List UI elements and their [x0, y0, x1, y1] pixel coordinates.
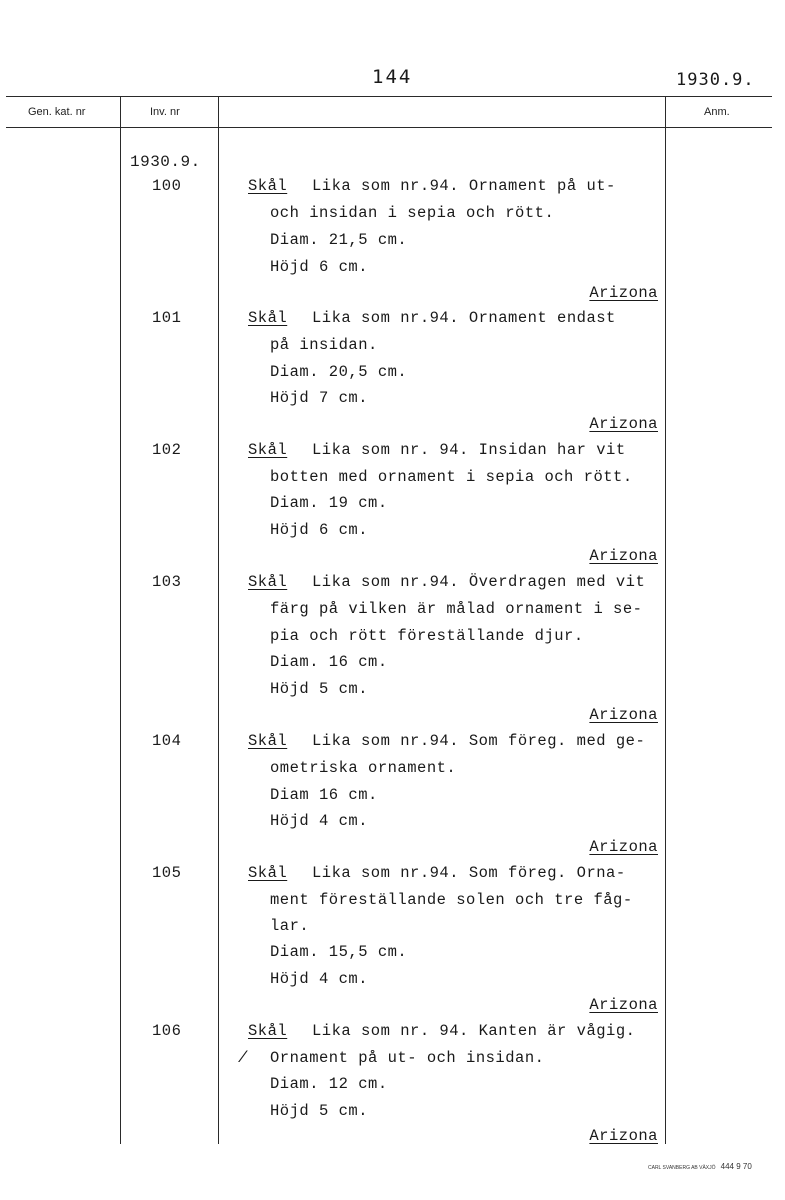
- entry-term: Skål: [248, 177, 288, 195]
- inv-number: 100: [152, 177, 182, 195]
- entry-line: Lika som nr. 94. Insidan har vit: [312, 441, 626, 459]
- entry-line: Diam. 21,5 cm.: [270, 231, 408, 249]
- inv-number: 105: [152, 864, 182, 882]
- entry-line: ment föreställande solen och tre fåg-: [270, 891, 633, 909]
- series-marker: 1930.9.: [130, 153, 201, 171]
- header-inv-nr: Inv. nr: [150, 106, 180, 118]
- entry-line: Ornament på ut- och insidan.: [270, 1049, 545, 1067]
- entry-origin: Arizona: [589, 547, 658, 565]
- margin-mark: /: [238, 1049, 248, 1067]
- inv-number: 102: [152, 441, 182, 459]
- entry-origin: Arizona: [589, 284, 658, 302]
- entry-term: Skål: [248, 732, 288, 750]
- entry-line: Lika som nr.94. Som föreg. Orna-: [312, 864, 626, 882]
- entry-term: Skål: [248, 441, 288, 459]
- entry-term: Skål: [248, 573, 288, 591]
- entry-line: botten med ornament i sepia och rött.: [270, 468, 633, 486]
- header-gen-kat-nr: Gen. kat. nr: [28, 106, 86, 118]
- entry-line: Höjd 5 cm.: [270, 1102, 369, 1120]
- inv-number: 103: [152, 573, 182, 591]
- entry-line: på insidan.: [270, 336, 378, 354]
- entry-line: Diam. 12 cm.: [270, 1075, 388, 1093]
- form-code: 444 9 70: [720, 1162, 752, 1171]
- divider-inv-desc: [218, 96, 219, 1144]
- entry-line: Diam. 20,5 cm.: [270, 363, 408, 381]
- entry-line: Höjd 5 cm.: [270, 680, 369, 698]
- entry-line: pia och rött föreställande djur.: [270, 627, 584, 645]
- entry-origin: Arizona: [589, 415, 658, 433]
- series-label: 1930.9.: [676, 70, 755, 90]
- entry-line: Höjd 6 cm.: [270, 521, 369, 539]
- entry-origin: Arizona: [589, 1127, 658, 1145]
- entry-line: Höjd 7 cm.: [270, 389, 369, 407]
- entry-line: Lika som nr. 94. Kanten är vågig.: [312, 1022, 636, 1040]
- entry-line: Höjd 4 cm.: [270, 812, 369, 830]
- entry-line: lar.: [270, 917, 310, 935]
- entry-line: Diam. 19 cm.: [270, 494, 388, 512]
- inv-number: 106: [152, 1022, 182, 1040]
- entry-line: och insidan i sepia och rött.: [270, 204, 555, 222]
- entry-line: Lika som nr.94. Ornament på ut-: [312, 177, 616, 195]
- entry-line: Diam. 15,5 cm.: [270, 943, 408, 961]
- entry-origin: Arizona: [589, 706, 658, 724]
- entry-term: Skål: [248, 309, 288, 327]
- entry-line: Diam 16 cm.: [270, 786, 378, 804]
- printer-mark: [648, 1162, 752, 1171]
- printer-name: CARL SVANBERG AB VÄXJÖ: [648, 1165, 716, 1171]
- header-anm: Anm.: [704, 106, 730, 118]
- divider-desc-anm: [665, 96, 666, 1144]
- inv-number: 104: [152, 732, 182, 750]
- divider-gen-inv: [120, 96, 121, 1144]
- entry-origin: Arizona: [589, 996, 658, 1014]
- entry-line: Diam. 16 cm.: [270, 653, 388, 671]
- page-number: 144: [372, 66, 413, 88]
- entry-line: Höjd 6 cm.: [270, 258, 369, 276]
- entry-line: Lika som nr.94. Som föreg. med ge-: [312, 732, 646, 750]
- entry-term: Skål: [248, 1022, 288, 1040]
- entry-term: Skål: [248, 864, 288, 882]
- inv-number: 101: [152, 309, 182, 327]
- entry-line: Lika som nr.94. Ornament endast: [312, 309, 616, 327]
- entry-line: ometriska ornament.: [270, 759, 457, 777]
- entry-line: Lika som nr.94. Överdragen med vit: [312, 573, 646, 591]
- entry-origin: Arizona: [589, 838, 658, 856]
- entry-line: Höjd 4 cm.: [270, 970, 369, 988]
- entry-line: färg på vilken är målad ornament i se-: [270, 600, 643, 618]
